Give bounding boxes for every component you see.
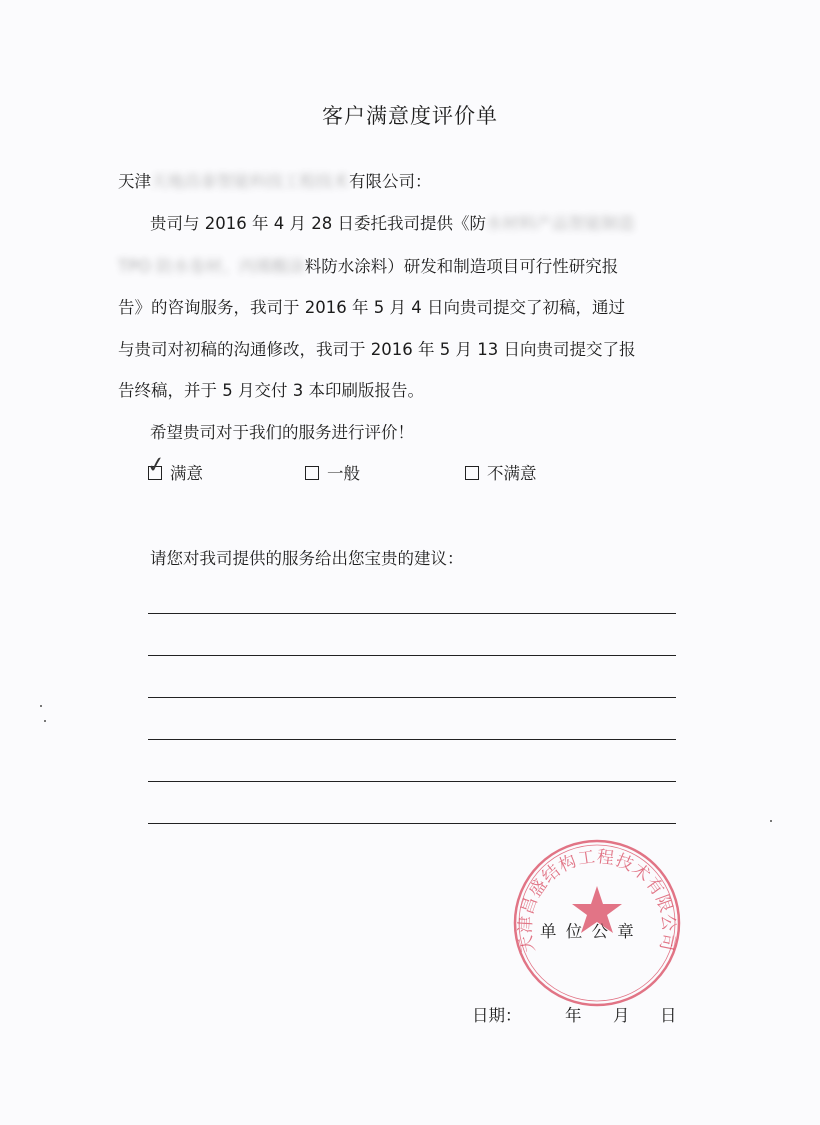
- option-satisfied-label: 满意: [170, 464, 203, 483]
- paragraph-1-line-1: [150, 210, 634, 234]
- p1-line2-text: 料防水涂料）研发和制造项目可行性研究报: [304, 257, 619, 276]
- scan-speck: [40, 705, 42, 707]
- addressee-redacted: 天地昌泰智能科技工程技术: [151, 172, 349, 191]
- document-title: 客户满意度评价单: [322, 104, 498, 128]
- p1-line1-text: 贵司与 2016 年 4 月 28 日委托我司提供《防: [150, 214, 486, 233]
- option-average-label: 一般: [327, 464, 360, 483]
- seal-text: 天津昌盛结构工程技术有限公司: [515, 847, 679, 955]
- seal-label: 单 位 公 章: [540, 922, 636, 941]
- p1-line2-redacted: TPO 防水卷材、丙烯酸涂: [118, 257, 305, 276]
- scan-speck: [770, 820, 772, 822]
- suggestion-prompt: 请您对我司提供的服务给出您宝贵的建议：: [150, 549, 464, 568]
- paragraph-1-line-4: 与贵司对初稿的沟通修改，我司于 2016 年 5 月 13 日向贵司提交了报: [118, 340, 636, 359]
- suggestion-line-5[interactable]: [148, 781, 676, 782]
- checkbox-icon[interactable]: [305, 466, 319, 480]
- suggestion-line-1[interactable]: [148, 613, 676, 614]
- suggestion-line-4[interactable]: [148, 739, 676, 740]
- suggestion-line-6[interactable]: [148, 823, 676, 824]
- checkbox-checked-icon[interactable]: ✓: [145, 451, 168, 480]
- suggestion-line-2[interactable]: [148, 655, 676, 656]
- p1-line1-redacted: 水材料产品智能制造: [485, 214, 635, 233]
- addressee-suffix: 有限公司：: [349, 172, 432, 191]
- suggestion-line-3[interactable]: [148, 697, 676, 698]
- date-year: 年: [565, 1006, 582, 1025]
- option-average[interactable]: [305, 460, 360, 484]
- paragraph-1-line-5: 告终稿，并于 5 月交付 3 本印刷版报告。: [118, 381, 424, 400]
- date-day: 日: [660, 1006, 677, 1025]
- option-unsatisfied[interactable]: [465, 460, 537, 484]
- paragraph-2: 希望贵司对于我们的服务进行评价！: [150, 423, 414, 442]
- checkbox-icon[interactable]: [465, 466, 479, 480]
- date-label: 日期：: [472, 1006, 522, 1025]
- paragraph-1-line-3: 告》的咨询服务，我司于 2016 年 5 月 4 日向贵司提交了初稿，通过: [118, 298, 625, 317]
- addressee-prefix: 天津: [118, 172, 151, 191]
- paragraph-1-line-2: [118, 253, 618, 277]
- scan-speck: [44, 720, 46, 722]
- option-unsatisfied-label: 不满意: [487, 464, 537, 483]
- addressee-line: [118, 168, 432, 192]
- option-satisfied[interactable]: [145, 451, 203, 484]
- date-month: 月: [613, 1006, 630, 1025]
